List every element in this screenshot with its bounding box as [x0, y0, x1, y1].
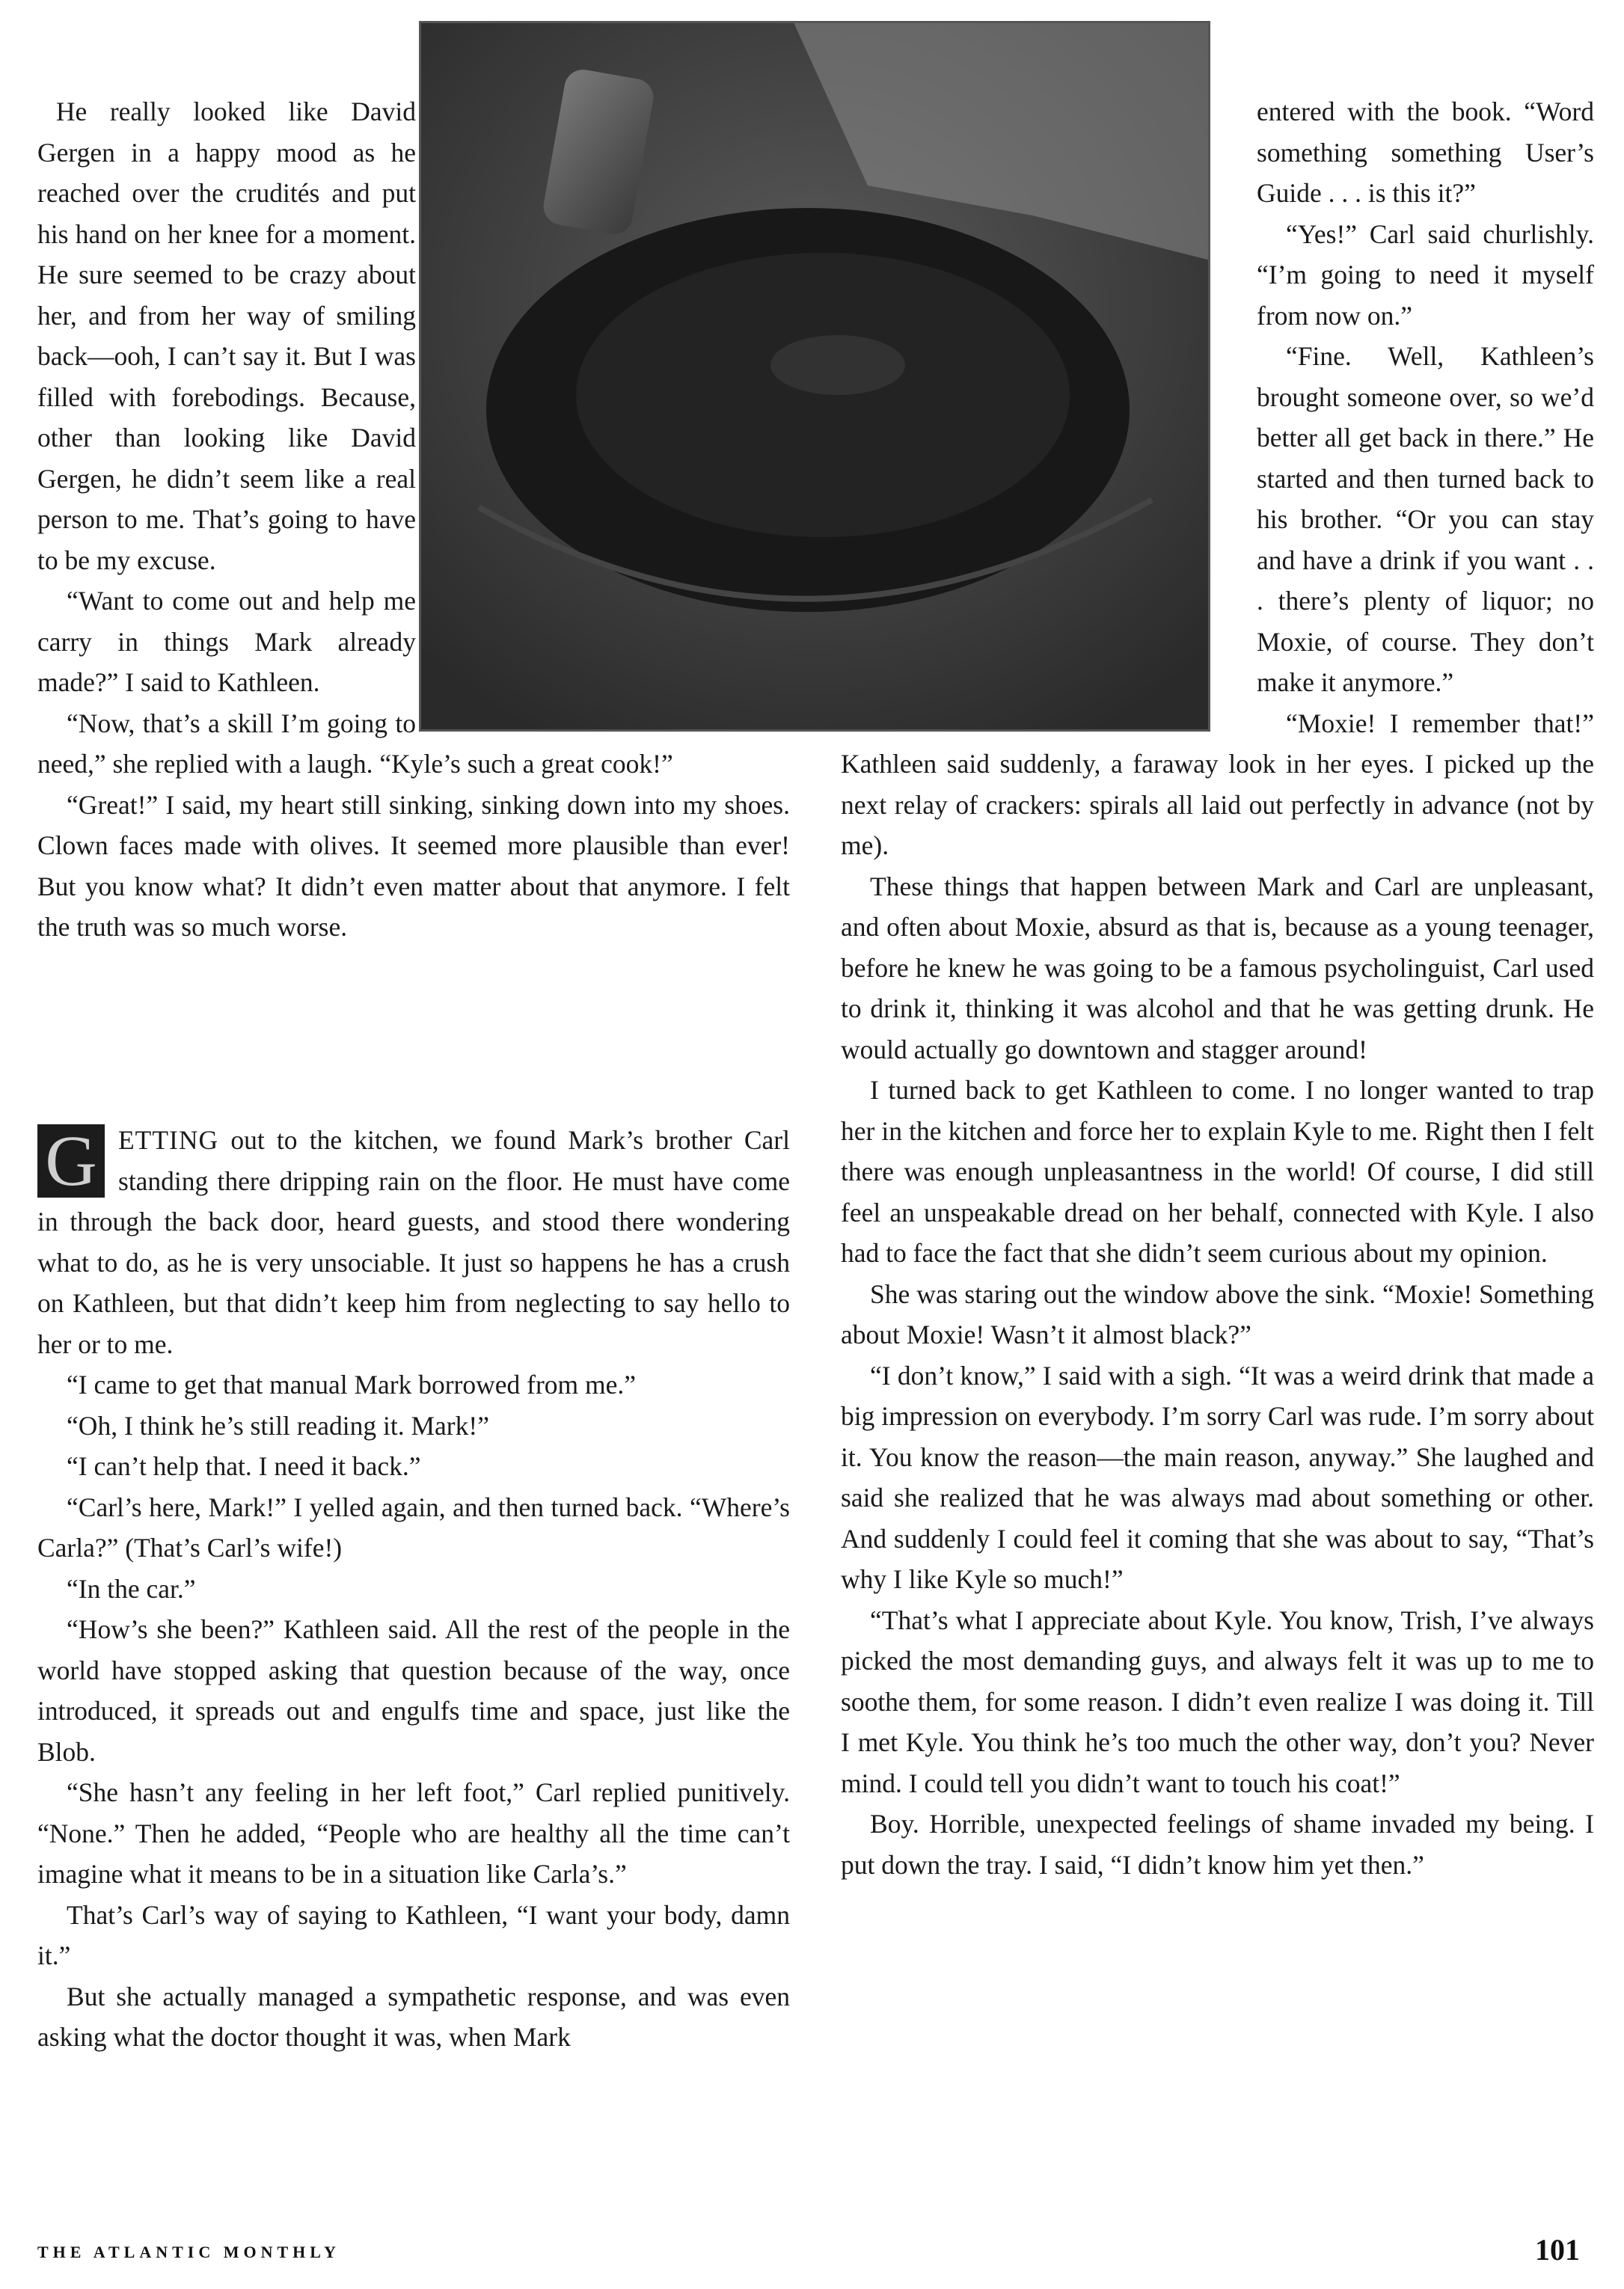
left-column-top [37, 91, 790, 948]
paragraph: “Great!” I said, my heart still sinking, sinking down into my shoes. Clown faces made with olives. It seemed more plausible than ever! But you know what? It didn’t even matter about that anymore. I felt the truth was so much worse. [37, 789, 790, 942]
right-column [841, 91, 1594, 1885]
paragraph: “I don’t know,” I said with a sigh. “It was a weird drink that made a big impression on everybody. I’m sorry Carl was rude. I’m sorry about it. You know the reason—the main reason, anyway.” She laughed and said she realized that he was always mad about something or other. And suddenly I could feel it coming that she was about to say, “That’s why I like Kyle so much!” [841, 1360, 1594, 1594]
paragraph: “Fine. Well, Kathleen’s brought someone over, so we’d better all get back in there.” He started and then turned back to his brother. “Or you can stay and have a drink if you want . . . there’s plenty of liquor; no Moxie, of course. They don’t make it anymore.” [1257, 341, 1594, 697]
drop-cap: G [37, 1124, 105, 1198]
paragraph-text: out to the kitchen, we found Mark’s brother Carl standing there dripping rain on the floor. He must have come in through the back door, heard guests, and stood there wondering what to do, as he is very unsociable. It just so happens he has a crush on Kathleen, but that didn’t keep him from neglecting to say hello to her or to me. [37, 1125, 790, 1359]
section-lead-word: ETTING [118, 1125, 219, 1155]
section-first-paragraph [37, 1120, 790, 1364]
publication-name: THE ATLANTIC MONTHLY [37, 2243, 340, 2261]
paragraph: “I came to get that manual Mark borrowed from me.” [67, 1370, 637, 1400]
paragraph: These things that happen between Mark and Carl are unpleasant, and often about Moxie, absurd as that is, because as a young teenager, before he knew he was going to be a famous psycholinguist, Carl used to drink it, thinking it was alcohol and that he was getting drunk. He would actually go downtown and stagger around! [841, 871, 1594, 1064]
paragraph: entered with the book. “Word something something User’s Guide . . . is this it?” [1257, 96, 1594, 208]
left-column-section [37, 1120, 790, 2058]
paragraph: He really looked like David Gergen in a happy mood as he reached over the crudités and put his hand on her knee for a moment. He sure seemed to be crazy about her, and from her way of smiling back—ooh, I can’t say it. But I was filled with forebodings. Because, other than looking like David Gergen, he didn’t seem like a real person to me. That’s going to have to be my excuse. [37, 96, 416, 575]
paragraph: But she actually managed a sympathetic response, and was even asking what the doctor thought it was, when Mark [37, 1981, 790, 2052]
page-number: 101 [1535, 2233, 1580, 2267]
paragraph: “She hasn’t any feeling in her left foot,” Carl replied punitively. “None.” Then he added, “People who are healthy all the time can’t imagine what it means to be in a situation like Carla’s.” [37, 1777, 790, 1889]
paragraph: “I can’t help that. I need it back.” [67, 1451, 421, 1481]
paragraph: “Now, that’s a skill I’m going to need,” she replied with a laugh. “Kyle’s such a great cook!” [37, 708, 673, 779]
paragraph: “Oh, I think he’s still reading it. Mark!” [67, 1410, 489, 1441]
paragraph: “That’s what I appreciate about Kyle. You know, Trish, I’ve always picked the most demanding guys, and always felt it was up to me to soothe them, for some reason. I didn’t even realize I was doing it. Till I met Kyle. You think he’s too much the other way, don’t you? Never mind. I could tell you didn’t want to touch his coat!” [841, 1605, 1594, 1798]
paragraph: That’s Carl’s way of saying to Kathleen, “I want your body, damn it.” [37, 1899, 790, 1970]
paragraph: “Carl’s here, Mark!” I yelled again, and then turned back. “Where’s Carla?” (That’s Carl’s wife!) [37, 1492, 790, 1563]
paragraph: “Yes!” Carl said churlishly. “I’m going to need it myself from now on.” [1257, 218, 1594, 331]
paragraph: I turned back to get Kathleen to come. I no longer wanted to trap her in the kitchen and force her to explain Kyle to me. Right then I felt there was enough unpleasantness in the world! Of course, I did still feel an unspeakable dread on her behalf, connected with Kyle. I also had to face the fact that she didn’t seem curious about my opinion. [841, 1075, 1594, 1268]
paragraph: “In the car.” [67, 1573, 196, 1604]
paragraph: “Want to come out and help me carry in things Mark already made?” I said to Kathleen. [37, 586, 416, 697]
paragraph: She was staring out the window above the sink. “Moxie! Something about Moxie! Wasn’t it almost black?” [841, 1278, 1594, 1349]
paragraph: “Moxie! I remember that!” Kathleen said suddenly, a faraway look in her eyes. I picked up the next relay of crackers: spirals all laid out perfectly in advance (not by me). [841, 708, 1594, 860]
paragraph: “How’s she been?” Kathleen said. All the rest of the people in the world have stopped asking that question because of the way, once introduced, it spreads out and engulfs time and space, just like the Blob. [37, 1614, 790, 1767]
paragraph: Boy. Horrible, unexpected feelings of shame invaded my being. I put down the tray. I said, “I didn’t know him yet then.” [841, 1809, 1594, 1880]
